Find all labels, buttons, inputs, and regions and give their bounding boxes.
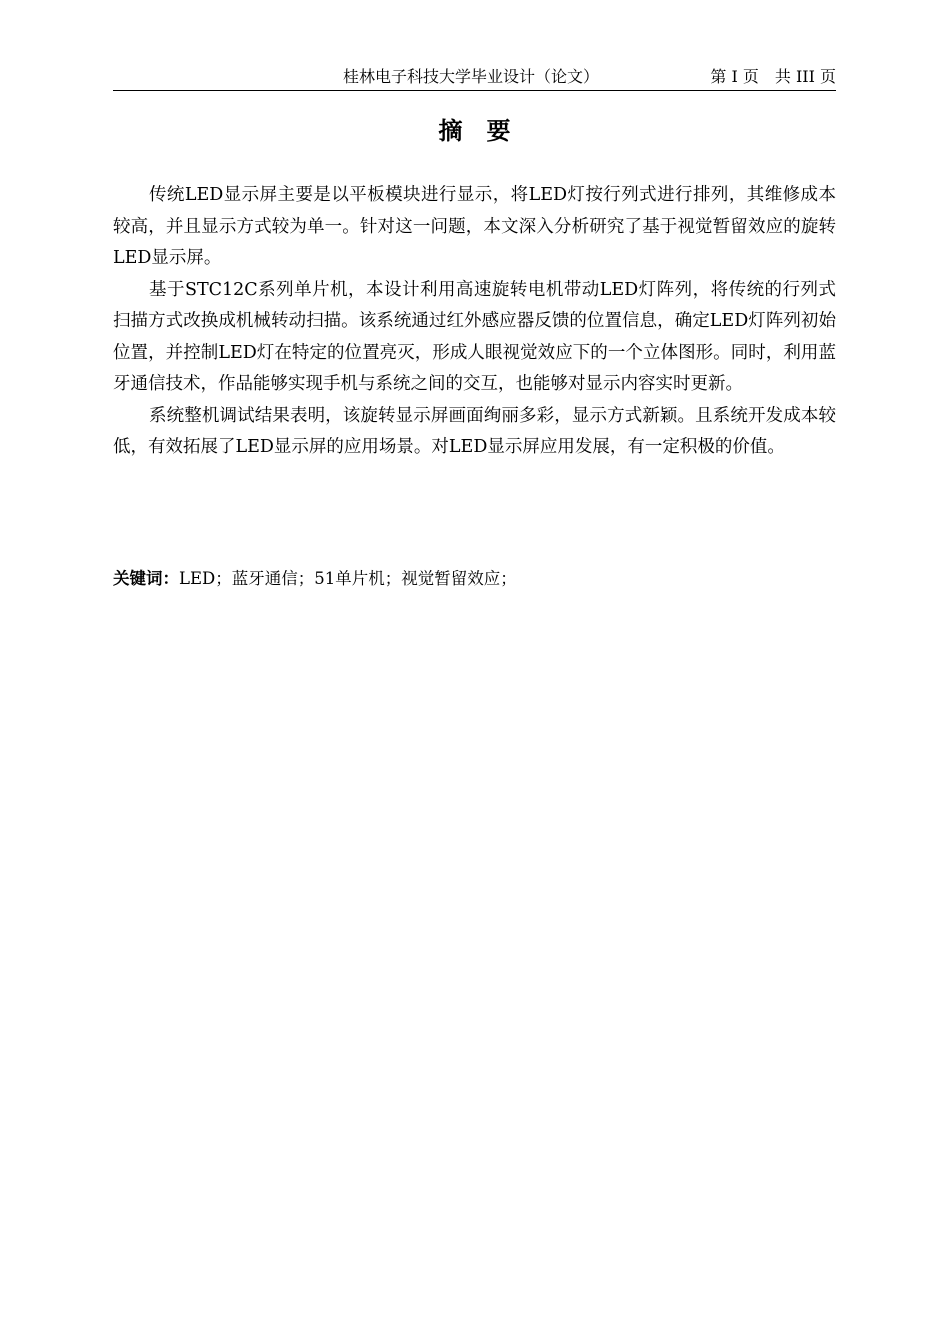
header-page-number: 第 I 页 共 III 页 <box>710 67 836 86</box>
abstract-title: 摘要 <box>438 117 535 145</box>
keywords-label: 关键词： <box>113 569 179 588</box>
abstract-paragraph-1: 传统LED显示屏主要是以平板模块进行显示，将LED灯按行列式进行排列，其维修成本较高，并且显示方式较为单一。针对这一问题，本文深入分析研究了基于视觉暂留效应的旋转LED显示屏。 <box>113 185 836 268</box>
keywords-line <box>113 566 836 592</box>
page-header <box>113 66 836 91</box>
abstract-paragraph-2: 基于STC12C系列单片机，本设计利用高速旋转电机带动LED灯阵列，将传统的行列式扫描方式改换成机械转动扫描。该系统通过红外感应器反馈的位置信息，确定LED灯阵列初始位置，并控制LED灯在特定的位置亮灭，形成人眼视觉效应下的一个立体图形。同时，利用蓝牙通信技术，作品能够实现手机与系统之间的交互，也能够对显示内容实时更新。 <box>113 279 836 394</box>
abstract-body <box>113 180 836 464</box>
abstract-paragraph-3: 系统整机调试结果表明，该旋转显示屏画面绚丽多彩，显示方式新颖。且系统开发成本较低，有效拓展了LED显示屏的应用场景。对LED显示屏应用发展，有一定积极的价值。 <box>113 405 836 457</box>
keywords-value: LED；蓝牙通信；51单片机；视觉暂留效应； <box>179 569 517 588</box>
header-school-name: 桂林电子科技大学毕业设计（论文） <box>343 67 600 86</box>
